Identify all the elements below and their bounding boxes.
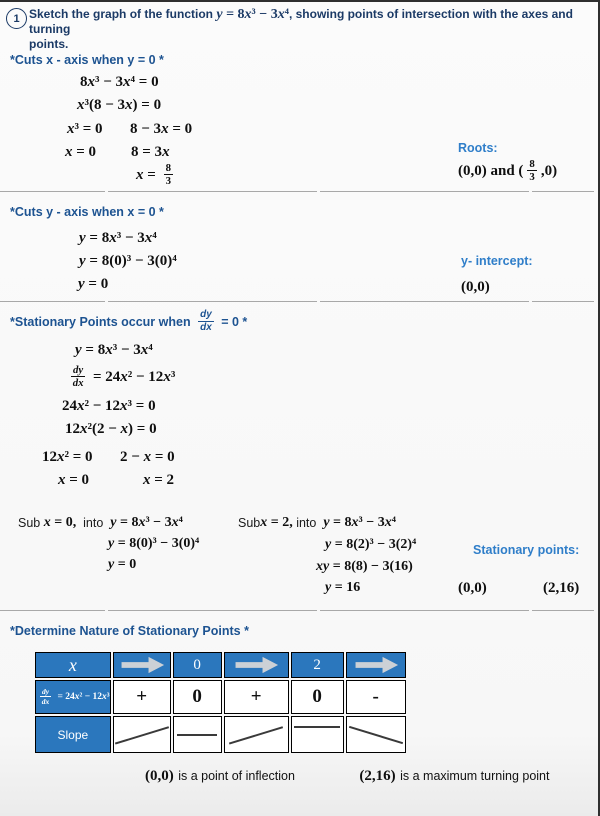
sub-word: Sub	[18, 516, 44, 530]
right-arrow-icon	[351, 656, 401, 674]
equation-line: x = 0	[58, 472, 90, 488]
sign-cell: -	[346, 680, 406, 714]
slope-flat-icon	[177, 734, 217, 736]
sub-condition: x = 2,	[260, 515, 293, 530]
slope-row	[35, 716, 406, 753]
problem-text-after-math: , showing points of intersection with the axes and turning	[29, 7, 573, 36]
equation-line: 12 x ² = 0	[42, 449, 93, 465]
section-divider	[0, 191, 600, 192]
divider-segment	[532, 610, 594, 611]
slope-flat-icon	[294, 726, 340, 728]
slope-rising-icon	[115, 726, 169, 744]
arrow-cell	[113, 652, 171, 678]
substitution-line	[18, 515, 183, 531]
equation-line: y = 8 x ³ − 3 x ⁴	[75, 342, 153, 358]
equation-prefix: x =	[136, 166, 160, 183]
section-divider	[0, 610, 600, 611]
roots-label: Roots:	[458, 141, 498, 155]
fraction-numerator: dy	[73, 364, 84, 376]
fraction	[40, 688, 51, 706]
fraction	[198, 310, 214, 333]
critical-value-cell: 2	[291, 652, 344, 678]
stationary-point-value-1: (0,0)	[458, 580, 487, 596]
heading-prefix: *Stationary Points occur when	[10, 314, 195, 329]
arrow-cell	[224, 652, 289, 678]
fraction-denominator: dx	[41, 697, 50, 706]
divider-segment	[320, 301, 529, 302]
sub-word: Sub	[238, 516, 261, 530]
sign-cell: +	[224, 680, 289, 714]
stationary-point-value-2: (2,16)	[543, 580, 580, 596]
slope-shape-cell	[173, 716, 222, 753]
fraction-numerator: dy	[42, 687, 50, 697]
y-intercept-value: (0,0)	[461, 279, 490, 295]
equation-line: x = 2	[143, 472, 175, 488]
equation-line: y = 8(0)³ − 3(0)⁴	[108, 536, 200, 551]
equation-line: y = 16	[325, 580, 361, 595]
divider-segment	[108, 301, 317, 302]
slope-falling-icon	[349, 725, 403, 743]
fraction-denominator: 3	[529, 171, 535, 184]
equation-line: x ³ = 0	[67, 121, 103, 137]
conclusion-text-2: is a maximum turning point	[400, 769, 550, 783]
fraction-denominator: 3	[165, 175, 171, 188]
heading-suffix: = 0 *	[217, 314, 248, 329]
equation-line: y = 8(0)³ − 3(0)⁴	[79, 253, 177, 269]
divider-segment	[108, 610, 317, 611]
fraction	[71, 365, 85, 390]
derivative-sign-row	[35, 680, 406, 714]
substitution-line	[238, 515, 396, 531]
question-number: 1	[13, 12, 20, 25]
equation: y = 8x³ − 3x⁴	[323, 515, 396, 530]
slope-shape-cell	[224, 716, 289, 753]
divider-segment	[0, 301, 105, 302]
problem-statement	[29, 7, 595, 52]
slope-shape-cell	[291, 716, 344, 753]
slope-rising-icon	[229, 726, 283, 744]
right-arrow-icon	[117, 656, 167, 674]
slope-label-cell: Slope	[35, 716, 111, 753]
problem-text-before-math: Sketch the graph of the function	[29, 7, 217, 21]
critical-value-cell: 0	[173, 652, 222, 678]
fraction-numerator: dy	[200, 309, 212, 320]
equation: y = 8x³ − 3x⁴	[110, 515, 183, 530]
equation-line: 8 = 3 x	[131, 144, 170, 160]
equation-line: x = 0	[65, 144, 97, 160]
equation-rest: = 24x² − 12x³	[89, 368, 176, 385]
equation-line	[136, 163, 177, 188]
section-heading-stationary-points	[10, 310, 247, 333]
y-intercept-label: y- intercept:	[461, 254, 533, 268]
equation-line: x ³(8 − 3 x ) = 0	[77, 97, 162, 113]
divider-segment	[320, 610, 529, 611]
section-divider	[0, 301, 600, 302]
derivative-expression: = 24x² − 12x³	[55, 692, 110, 702]
conclusion-point-2: (2,16)	[359, 768, 396, 784]
fraction	[527, 159, 536, 184]
divider-segment	[0, 610, 105, 611]
fraction-denominator: dx	[200, 321, 212, 333]
x-header-cell: x	[35, 652, 111, 678]
stationary-points-label: Stationary points:	[473, 543, 580, 557]
slope-shape-cell	[346, 716, 406, 753]
sign-cell: 0	[291, 680, 344, 714]
equation-line: y = 8(2)³ − 3(2)⁴	[325, 537, 417, 552]
equation-line: y = 8 x ³ − 3 x ⁴	[79, 230, 157, 246]
roots-value-prefix: (0,0) and (	[458, 162, 524, 179]
equation-line: y = 0	[78, 276, 109, 292]
divider-segment	[0, 191, 105, 192]
fraction	[164, 163, 173, 188]
equation-line: y = 0	[108, 557, 137, 572]
divider-segment	[532, 301, 594, 302]
problem-function-math: y = 8x³ − 3x⁴	[216, 7, 289, 22]
arrow-cell	[346, 652, 406, 678]
into-word: into	[76, 516, 111, 530]
equation-line: 24 x ² − 12 x ³ = 0	[62, 398, 156, 414]
equation-line: x y = 8(8) − 3(16)	[316, 559, 413, 574]
conclusion-text-1: is a point of inflection	[178, 769, 295, 783]
equation-line: 8 − 3 x = 0	[130, 121, 193, 137]
equation-line: 2 − x = 0	[120, 449, 175, 465]
divider-segment	[108, 191, 317, 192]
nature-of-stationary-points-table	[33, 650, 408, 755]
roots-value-suffix: ,0)	[540, 162, 558, 179]
section-heading-y-axis: *Cuts y - axis when x = 0 *	[10, 205, 164, 219]
section-heading-x-axis: *Cuts x - axis when y = 0 *	[10, 53, 164, 67]
section-heading-nature: *Determine Nature of Stationary Points *	[10, 624, 249, 638]
conclusion-point-1: (0,0)	[145, 768, 174, 784]
divider-segment	[532, 191, 594, 192]
right-arrow-icon	[231, 656, 281, 674]
into-word: into	[292, 516, 324, 530]
sub-condition: x = 0,	[43, 515, 77, 530]
divider-segment	[320, 191, 529, 192]
equation-line: 12 x ²(2 − x ) = 0	[65, 421, 157, 437]
question-number-badge	[6, 8, 27, 29]
fraction-numerator: 8	[529, 158, 535, 170]
roots-value	[458, 159, 557, 184]
sign-cell: 0	[173, 680, 222, 714]
fraction-denominator: dx	[72, 377, 84, 390]
slope-shape-cell	[113, 716, 171, 753]
equation-line: 8 x ³ − 3 x ⁴ = 0	[80, 74, 159, 90]
conclusion-line	[145, 767, 549, 785]
fraction-numerator: 8	[165, 162, 171, 174]
sign-cell: +	[113, 680, 171, 714]
equation-line	[67, 365, 175, 390]
table-header-row	[35, 652, 406, 678]
problem-text-line2: points.	[29, 37, 69, 51]
derivative-label-cell	[35, 680, 111, 714]
